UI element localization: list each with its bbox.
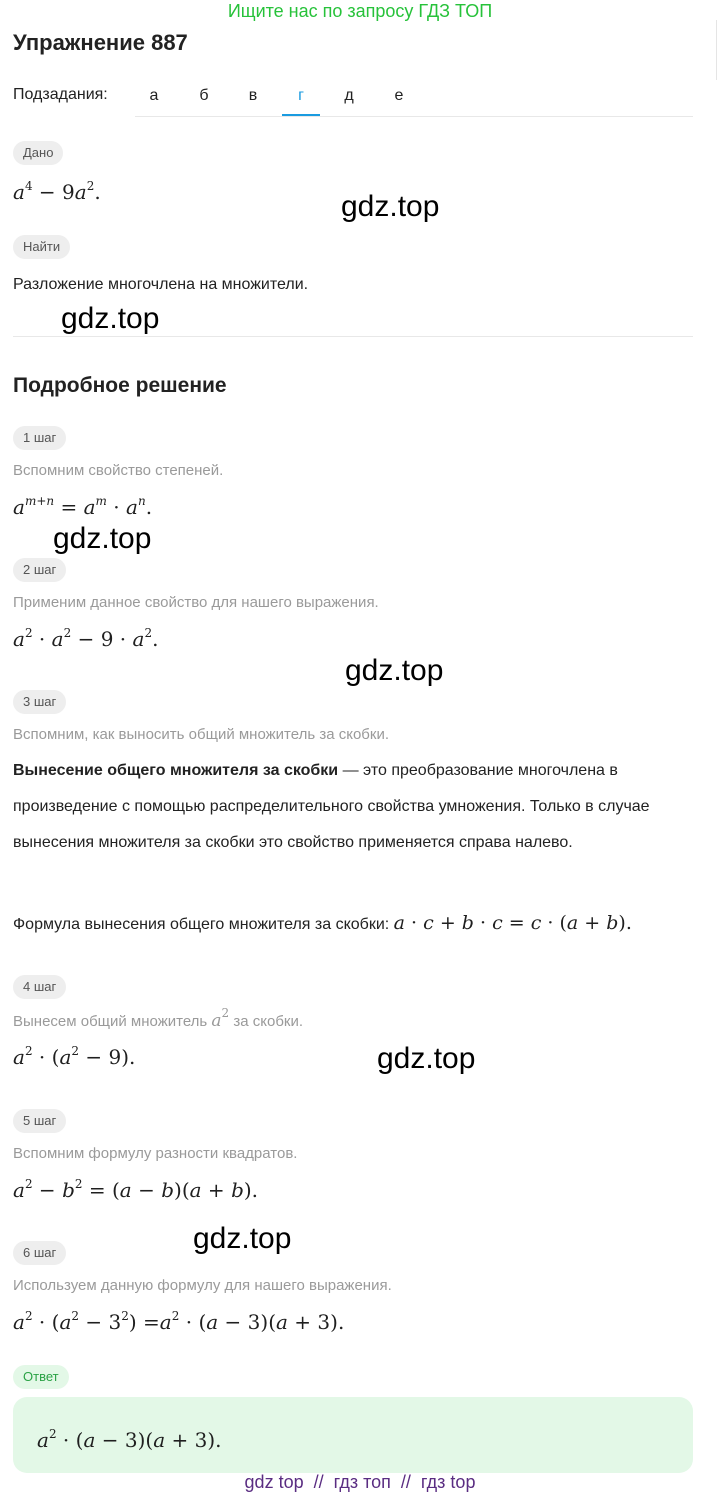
solution-heading: Подробное решение xyxy=(13,374,227,397)
answer-badge: Ответ xyxy=(13,1365,69,1389)
given-badge: Дано xyxy=(13,141,63,165)
find-badge: Найти xyxy=(13,235,70,259)
step-4-badge: 4 шаг xyxy=(13,975,66,999)
tab-subtask-b[interactable]: б xyxy=(199,87,209,104)
watermark: gdz.top xyxy=(345,654,444,687)
promo-banner[interactable]: Ищите нас по запросу ГДЗ ТОП xyxy=(227,1,493,21)
step-3-formula: a · c + b · c = c · (a + b). xyxy=(393,912,632,934)
step-6-badge: 6 шаг xyxy=(13,1241,66,1265)
step-4-text-before: Вынесем общий множитель xyxy=(13,1013,208,1030)
tab-subtask-g[interactable]: г xyxy=(282,78,320,116)
section-divider xyxy=(13,336,693,337)
answer-formula: $a^2 \cdot (a - 3)(a + 3)$. xyxy=(37,1427,222,1452)
step-3-definition xyxy=(13,753,703,861)
watermark: gdz.top xyxy=(53,522,152,555)
step-2-text: Применим данное свойство для нашего выражения. xyxy=(13,594,379,611)
step-2-formula: $a^2 \cdot a^2 - 9 \cdot a^2$. xyxy=(13,626,159,651)
step-3-text: Вспомним, как выносить общий множитель за скобки. xyxy=(13,726,389,743)
page-title: Упражнение 887 xyxy=(13,30,188,55)
tab-subtask-v[interactable]: в xyxy=(248,87,258,104)
watermark: gdz.top xyxy=(193,1222,292,1255)
watermark: gdz.top xyxy=(341,190,440,223)
step-1-badge: 1 шаг xyxy=(13,426,66,450)
given-expression: $a^4 - 9a^2$. xyxy=(13,179,101,204)
step-6-text: Используем данную формулу для нашего выражения. xyxy=(13,1277,392,1294)
find-text: Разложение многочлена на множители. xyxy=(13,276,309,293)
tab-subtask-a[interactable]: а xyxy=(149,87,159,104)
tab-subtask-e[interactable]: е xyxy=(394,87,404,104)
footer-text[interactable]: gdz top // гдз топ // гдз top xyxy=(244,1472,476,1492)
formula-label: Формула вынесения общего множителя за скобки: xyxy=(13,916,390,933)
footer-links[interactable] xyxy=(0,1472,720,1493)
step-5-formula: $a^2 - b^2 = (a - b)(a + b)$. xyxy=(13,1177,259,1202)
watermark: gdz.top xyxy=(61,302,160,335)
subtasks-label: Подзадания: xyxy=(13,86,108,103)
definition-rest: — это преобразование многочлена в произведение с помощью распределительного свойства умножения. Только в случае вынесения множителя за скобки это свойство применяется справа налево. xyxy=(13,762,650,851)
step-4-text-after: за скобки. xyxy=(233,1013,304,1030)
step-5-text: Вспомним формулу разности квадратов. xyxy=(13,1145,298,1162)
step-4-formula: $a^2 \cdot (a^2 - 9)$. xyxy=(13,1044,136,1069)
step-1-text: Вспомним свойство степеней. xyxy=(13,462,224,479)
definition-term: Вынесение общего множителя за скобки xyxy=(13,762,339,779)
step-3-formula-line xyxy=(13,912,632,934)
step-1-formula: $a^{m+n} = a^m \cdot a^n$. xyxy=(13,494,153,519)
scroll-divider xyxy=(716,20,717,80)
watermark: gdz.top xyxy=(377,1042,476,1075)
step-4-text: Вынесем общий множитель $a^2$ за скобки. xyxy=(13,1006,304,1031)
step-6-formula: $a^2 \cdot (a^2 - 3^2) =a^2 \cdot (a - 3)(a + 3)$. xyxy=(13,1309,345,1334)
step-5-badge: 5 шаг xyxy=(13,1109,66,1133)
subtasks-tabs xyxy=(135,78,693,117)
step-3-badge: 3 шаг xyxy=(13,690,66,714)
tab-subtask-d[interactable]: д xyxy=(344,87,354,104)
step-2-badge: 2 шаг xyxy=(13,558,66,582)
